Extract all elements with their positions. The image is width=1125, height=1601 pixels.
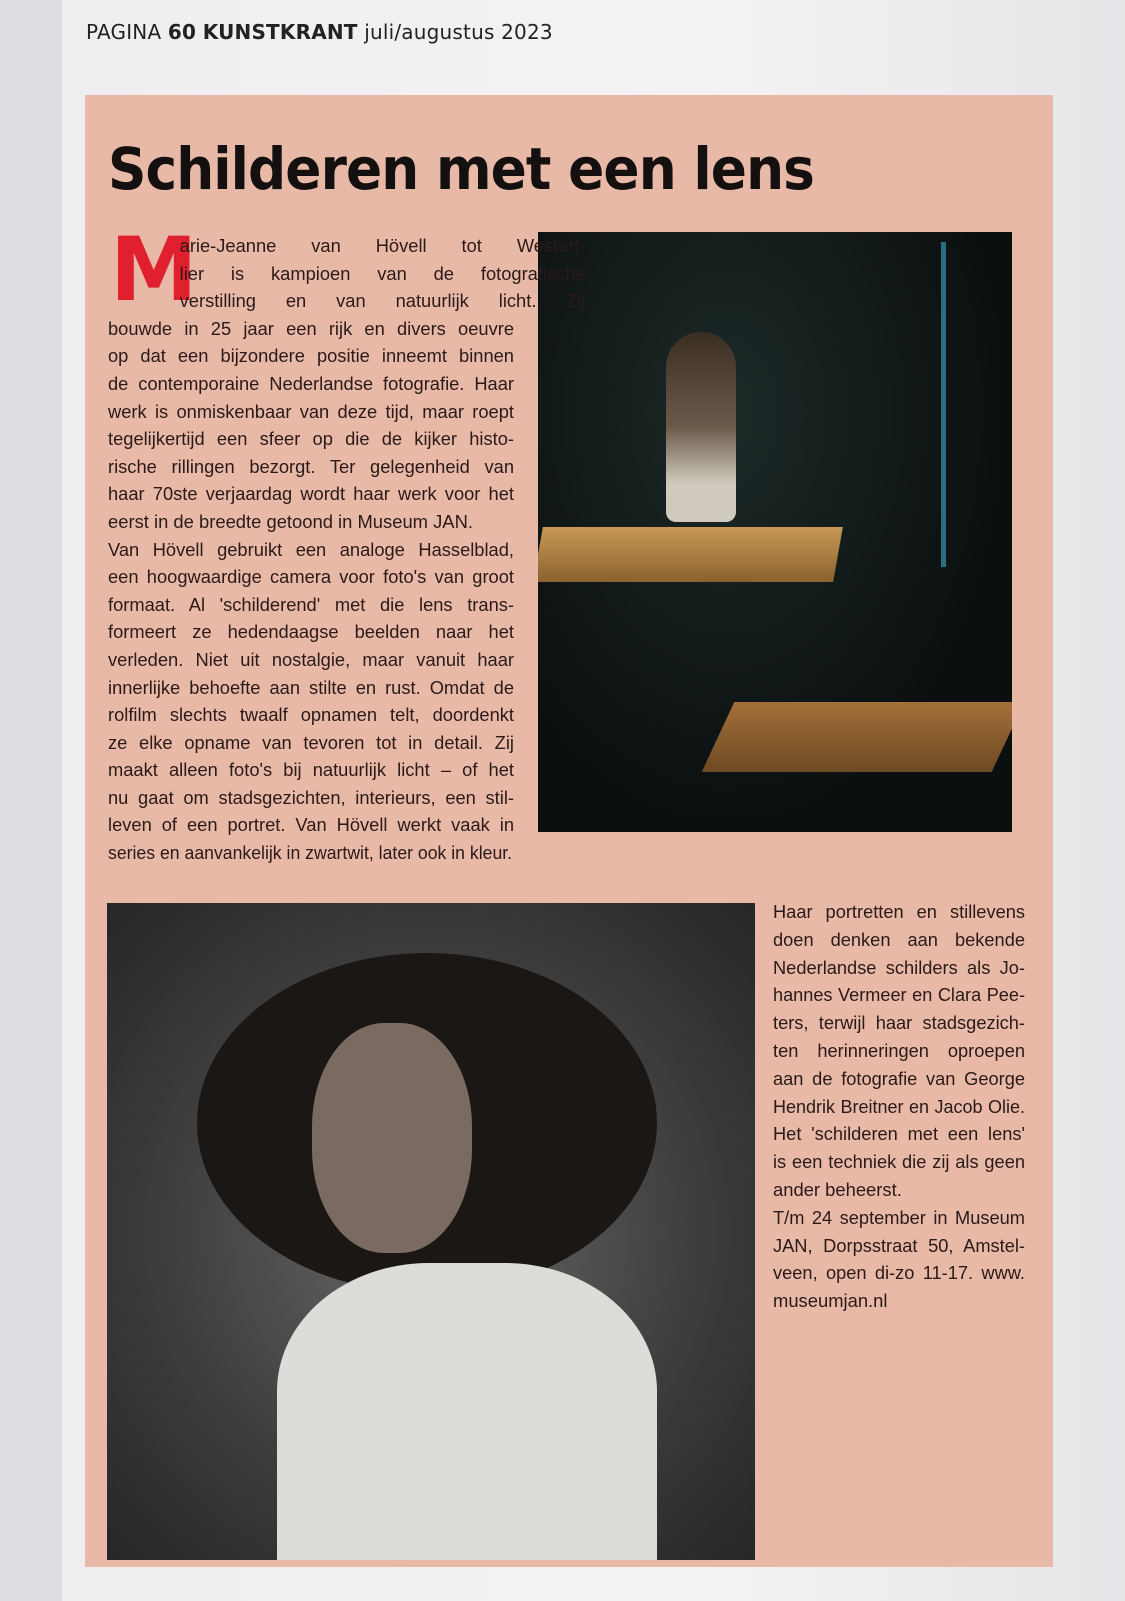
text-line: formeert ze hedendaagse beelden naar het [108, 621, 515, 643]
text-line: rische rillingen bezorgt. Ter gelegenheid van [108, 455, 515, 477]
photo-detail [941, 242, 946, 567]
photo-table [538, 527, 843, 582]
text-line: eerst in de breedte getoond in Museum JAN. [108, 510, 473, 532]
text-line: verstilling en van natuurlijk licht. Zij [179, 290, 586, 312]
text-line: innerlijke behoefte aan stilte en rust. Omdat de [108, 676, 515, 698]
photo-shirt [277, 1263, 657, 1560]
text-line: hannes Vermeer en Clara Pee- [773, 984, 1026, 1006]
text-line: Van Hövell gebruikt een analoge Hasselblad, [108, 538, 515, 560]
text-line: ten herinneringen oproepen [773, 1039, 1025, 1061]
text-line: doen denken aan bekende [773, 928, 1025, 950]
page-number: 60 [167, 20, 197, 44]
photo-floor-light [702, 702, 1012, 772]
article-column-left [108, 232, 586, 867]
text-line: museumjan.nl [773, 1290, 888, 1312]
text-line: een hoogwaardige camera voor foto's van groot [108, 566, 515, 588]
text-line: de contemporaine Nederlandse fotografie. Haar [108, 372, 515, 394]
text-line: op dat een bijzondere positie inneemt binnen [108, 345, 515, 367]
text-line: ze elke opname van tevoren tot in detail. Zij [108, 731, 515, 753]
text-line: ters, terwijl haar stadsgezich- [773, 1012, 1025, 1034]
text-line: leven of een portret. Van Hövell werkt vaak in [108, 814, 515, 836]
publication-name: KUNSTKRANT [202, 20, 358, 44]
article-column-right [773, 898, 1025, 1315]
page-prefix: PAGINA [86, 20, 162, 44]
text-line: maakt alleen foto's bij natuurlijk licht – of het [108, 759, 515, 781]
text-line: is een techniek die zij als geen [773, 1151, 1025, 1173]
text-line: Haar portretten en stillevens [773, 901, 1025, 922]
text-line: arie-Jeanne van Hövell tot Westerf- [179, 235, 586, 256]
text-line: bouwde in 25 jaar een rijk en divers oeuvre [108, 317, 515, 339]
page-header [86, 20, 553, 44]
text-line: JAN, Dorpsstraat 50, Amstel- [773, 1234, 1025, 1256]
text-line: tegelijkertijd een sfeer op die de kijker histo- [108, 428, 515, 450]
text-line: formaat. Al 'schilderend' met die lens trans- [108, 593, 515, 615]
article-title: Schilderen met een lens [108, 135, 814, 203]
photo-figure [666, 332, 736, 522]
text-line: verleden. Niet uit nostalgie, maar vanuit haar [108, 648, 515, 670]
text-line: aan de fotografie van George [773, 1067, 1025, 1089]
text-line: ander beheerst. [773, 1178, 902, 1200]
photo-girl-at-table [538, 232, 1012, 832]
drop-cap: M [110, 218, 198, 321]
text-line: veen, open di-zo 11-17. www. [773, 1262, 1025, 1284]
text-line: Het 'schilderen met een lens' [773, 1123, 1025, 1145]
text-line: series en aanvankelijk in zwartwit, later ook in kleur. [108, 842, 513, 864]
text-line: lier is kampioen van de fotografische [179, 262, 586, 284]
photo-face [312, 1023, 472, 1253]
text-line: nu gaat om stadsgezichten, interieurs, een stil- [108, 786, 515, 808]
text-line: Nederlandse schilders als Jo- [773, 956, 1025, 978]
text-line: rolfilm slechts twaalf opnamen telt, doordenkt [108, 704, 515, 726]
text-line: werk is onmiskenbaar van deze tijd, maar roept [108, 400, 515, 422]
text-line: haar 70ste verjaardag wordt haar werk voor het [108, 483, 515, 505]
issue-date: juli/augustus 2023 [364, 20, 553, 44]
photo-portrait-girl [107, 903, 755, 1560]
text-line: Hendrik Breitner en Jacob Olie. [773, 1095, 1025, 1117]
text-line: T/m 24 september in Museum [773, 1206, 1025, 1228]
